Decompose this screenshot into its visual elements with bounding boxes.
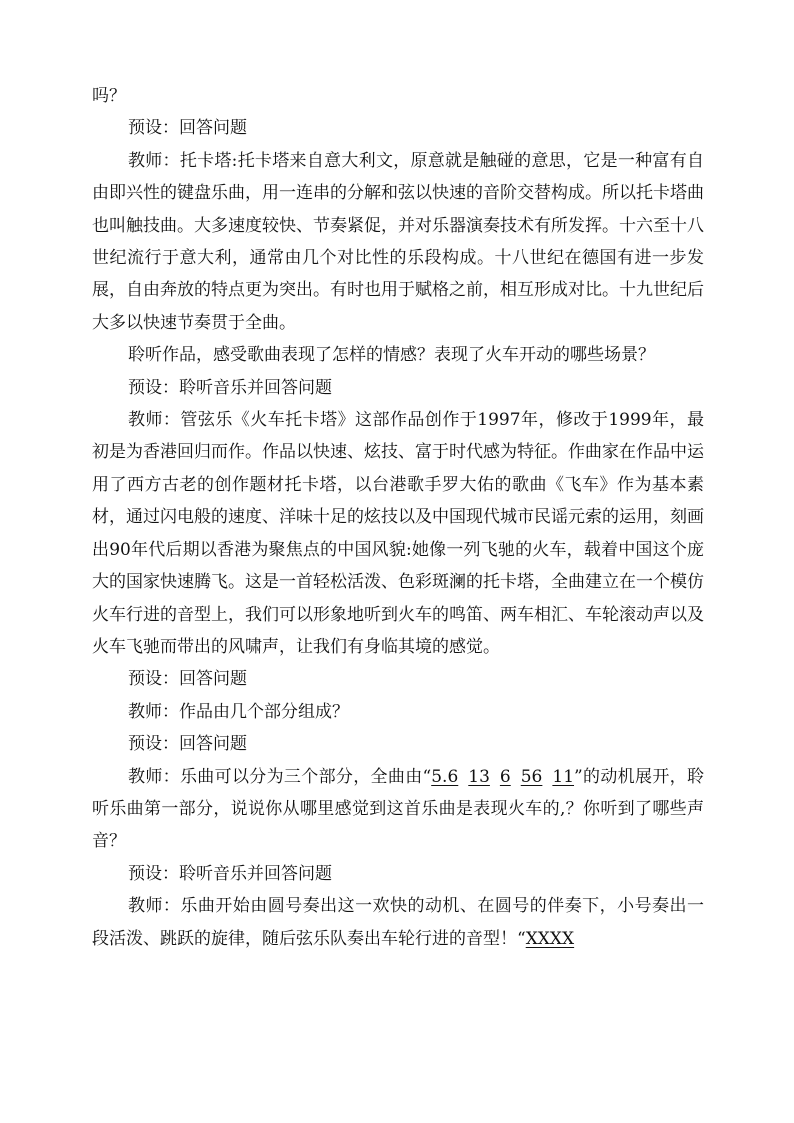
paragraph-preset-answer-2: 预设：回答问题: [128, 669, 247, 690]
paragraph-listening-question: 聆听作品，感受歌曲表现了怎样的情感？表现了火车开动的哪些场景？: [128, 345, 655, 366]
motif-trailing-text: ”的动机展开，聆听乐曲第一部分，说说你从哪里感觉到这首乐曲是表现火车的,？你听到了哪些声音？: [92, 766, 704, 852]
paragraph-toccata-explanation: 教师：托卡塔:托卡塔来自意大利文，原意就是触碰的意思，它是一种富有自由即兴性的键盘乐曲，用一连串的分解和弦以快速的音阶交替构成。所以托卡塔曲也叫触技曲。大多速度较快、节奏紧促，并对乐器演奏技术有所发挥。十六至十八世纪流行于意大利，通常由几个对比性的乐段构成。十八世纪在德国有进一步发展，自由奔放的特点更为突出。有时也用于赋格之前，相互形成对比。十九世纪后大多以快速节奏贯于全曲。: [92, 150, 704, 333]
paragraph-work-introduction: 教师：管弦乐《火车托卡塔》这部作品创作于1997年，修改于1999年，最初是为香港回归而作。作品以快速、炫技、富于时代感为特征。作曲家在作品中运用了西方古老的创作题材托卡塔，以台港歌手罗大佑的歌曲《飞车》作为基本素材，通过闪电般的速度、洋味十足的炫技以及中国现代城市民谣元索的运用，刻画出90年代后期以香港为聚焦点的中国风貌:她像一列飞驰的火车，载着中国这个庞大的国家快速腾飞。这是一首轻松活泼、色彩斑澜的托卡塔，全曲建立在一个模仿火车行进的音型上，我们可以形象地听到火车的鸣笛、两车相汇、车轮滚动声以及火车飞驰而带出的风啸声，让我们有身临其境的感觉。: [92, 410, 704, 657]
paragraph-preset-answer-3: 预设：回答问题: [128, 734, 247, 755]
paragraph-preset-answer: 预设：回答问题: [128, 118, 247, 139]
paragraph-preset-listen-2: 预设：聆听音乐并回答问题: [128, 863, 332, 884]
paragraph-motif-explanation: [92, 761, 704, 858]
motif-note-2: 13: [468, 766, 490, 787]
motif-lead-text: 教师：乐曲可以分为三个部分，全曲由“: [128, 766, 432, 787]
rhythm-notation: XXXX: [525, 928, 575, 949]
paragraph-structure-question: 教师：作品由几个部分组成？: [128, 701, 349, 722]
paragraph-continuation: 吗？: [92, 86, 126, 106]
paragraph-preset-listen: 预设：聆听音乐并回答问题: [128, 377, 332, 398]
motif-note-5: 11: [552, 766, 575, 787]
horn-description-text: 教师：乐曲开始由圆号奏出这一欢快的动机、在圆号的伴奏下，小号奏出一段活泼、跳跃的旋律，随后弦乐队奏出车轮行进的音型！“: [92, 896, 704, 949]
motif-note-1: 5.6: [431, 766, 459, 787]
motif-note-3: 6: [499, 766, 511, 787]
motif-note-4: 56: [520, 766, 543, 787]
document-page: [92, 80, 704, 955]
paragraph-horn-description: [92, 890, 704, 955]
